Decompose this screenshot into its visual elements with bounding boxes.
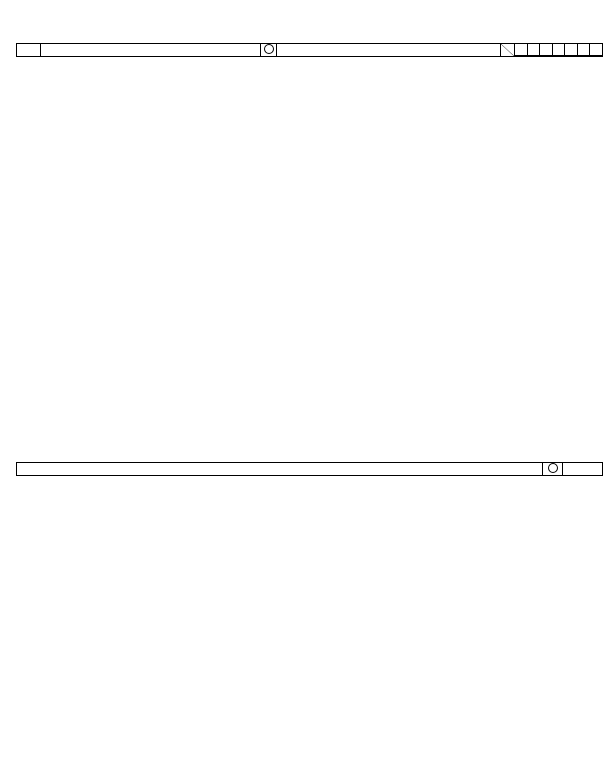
next-week-heading xyxy=(17,463,543,476)
next-circle xyxy=(543,463,563,476)
period-2 xyxy=(527,44,539,56)
period-1 xyxy=(515,44,527,56)
header-school xyxy=(41,44,261,57)
header-periods xyxy=(515,44,603,57)
header-date xyxy=(17,44,41,57)
header-circle xyxy=(261,44,277,57)
duty-header xyxy=(563,463,603,476)
next-week-table xyxy=(16,462,603,476)
period-6 xyxy=(577,44,589,56)
document-title xyxy=(0,18,616,36)
header-renraku xyxy=(277,44,501,57)
weekly-table xyxy=(16,43,603,57)
period-4 xyxy=(552,44,564,56)
header-diagonal xyxy=(501,44,515,57)
period-lunch xyxy=(590,44,602,56)
period-3 xyxy=(540,44,552,56)
header-row xyxy=(17,44,603,57)
period-5 xyxy=(565,44,577,56)
